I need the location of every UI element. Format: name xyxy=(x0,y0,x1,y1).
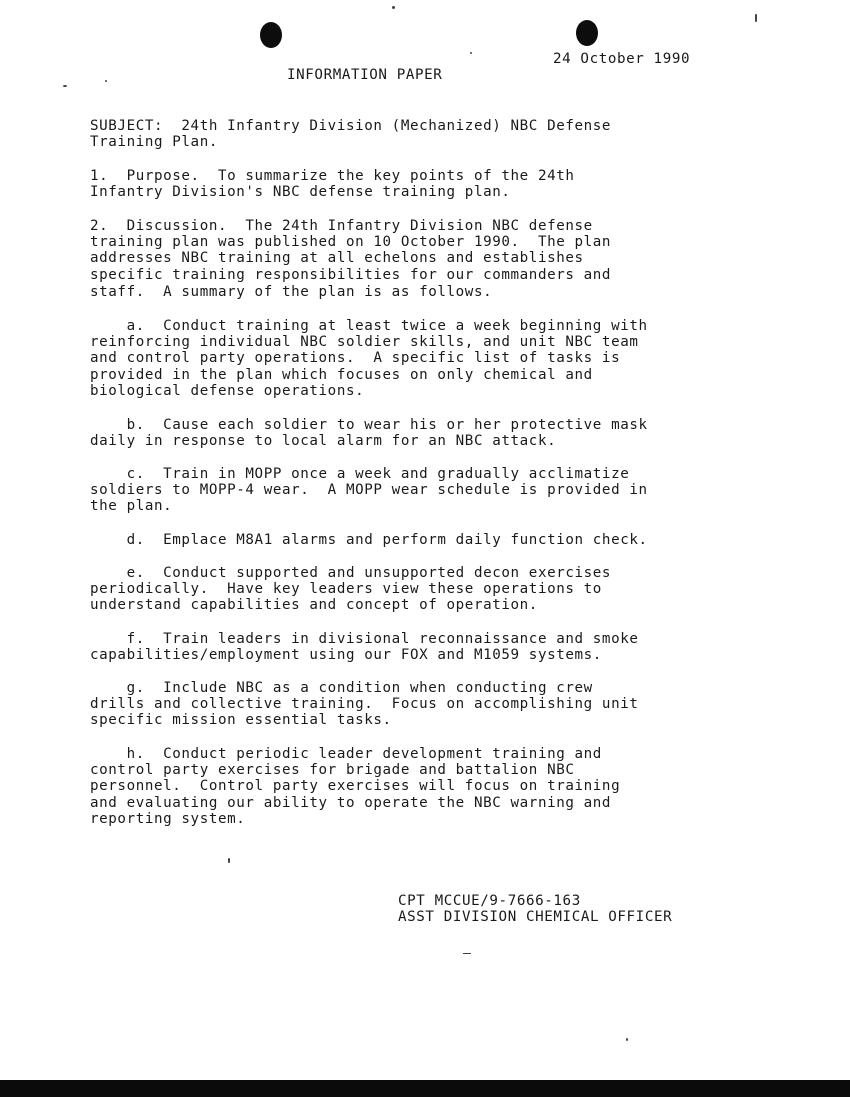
item-h-line: h. Conduct periodic leader development training and xyxy=(90,746,602,762)
discussion-paragraph-line: specific training responsibilities for our commanders and xyxy=(90,267,612,283)
item-d-line: d. Emplace M8A1 alarms and perform daily function check. xyxy=(90,532,648,548)
item-c-line: soldiers to MOPP-4 wear. A MOPP wear schedule is provided in xyxy=(90,482,648,498)
signature-title: ASST DIVISION CHEMICAL OFFICER xyxy=(398,909,673,925)
scan-speck xyxy=(463,953,471,954)
item-a-line: biological defense operations. xyxy=(90,383,365,399)
item-f-line: f. Train leaders in divisional reconnaissance and smoke xyxy=(90,631,639,647)
item-h-line: personnel. Control party exercises will focus on training xyxy=(90,778,621,794)
item-a-line: a. Conduct training at least twice a week beginning with xyxy=(90,318,648,334)
scan-bottom-edge xyxy=(0,1080,850,1097)
scan-speck xyxy=(228,858,230,863)
item-g-line: g. Include NBC as a condition when conducting crew xyxy=(90,680,593,696)
item-c-line: the plan. xyxy=(90,498,173,514)
purpose-paragraph-line: Infantry Division's NBC defense training plan. xyxy=(90,184,511,200)
purpose-paragraph-line: 1. Purpose. To summarize the key points of the 24th xyxy=(90,168,575,184)
item-a-line: reinforcing individual NBC soldier skills, and unit NBC team xyxy=(90,334,639,350)
item-h-line: control party exercises for brigade and battalion NBC xyxy=(90,762,575,778)
item-h-line: reporting system. xyxy=(90,811,246,827)
discussion-paragraph-line: staff. A summary of the plan is as follows. xyxy=(90,284,493,300)
discussion-paragraph-line: addresses NBC training at all echelons and establishes xyxy=(90,250,584,266)
item-g-line: specific mission essential tasks. xyxy=(90,712,392,728)
item-h-line: and evaluating our ability to operate the NBC warning and xyxy=(90,795,612,811)
punch-hole-right xyxy=(576,20,598,46)
item-b-line: daily in response to local alarm for an NBC attack. xyxy=(90,433,557,449)
item-c-line: c. Train in MOPP once a week and gradually acclimatize xyxy=(90,466,630,482)
item-e-line: e. Conduct supported and unsupported decon exercises xyxy=(90,565,612,581)
signature-contact: CPT MCCUE/9-7666-163 xyxy=(398,893,581,909)
discussion-paragraph-line: training plan was published on 10 October 1990. The plan xyxy=(90,234,612,250)
scan-speck xyxy=(63,85,67,87)
item-e-line: understand capabilities and concept of operation. xyxy=(90,597,538,613)
scan-speck xyxy=(755,14,757,22)
item-a-line: provided in the plan which focuses on only chemical and xyxy=(90,367,593,383)
punch-hole-left xyxy=(260,22,282,48)
document-date: 24 October 1990 xyxy=(553,51,691,67)
scan-speck xyxy=(470,52,472,54)
document-title: INFORMATION PAPER xyxy=(287,67,443,83)
item-a-line: and control party operations. A specific list of tasks is xyxy=(90,350,621,366)
scan-speck xyxy=(626,1038,628,1041)
scan-speck xyxy=(392,6,395,9)
subject-line: SUBJECT: 24th Infantry Division (Mechanized) NBC Defense xyxy=(90,118,612,134)
item-g-line: drills and collective training. Focus on accomplishing unit xyxy=(90,696,639,712)
item-b-line: b. Cause each soldier to wear his or her protective mask xyxy=(90,417,648,433)
item-e-line: periodically. Have key leaders view these operations to xyxy=(90,581,602,597)
subject-line: Training Plan. xyxy=(90,134,218,150)
item-f-line: capabilities/employment using our FOX and M1059 systems. xyxy=(90,647,602,663)
scan-speck xyxy=(105,80,107,82)
discussion-paragraph-line: 2. Discussion. The 24th Infantry Division NBC defense xyxy=(90,218,593,234)
